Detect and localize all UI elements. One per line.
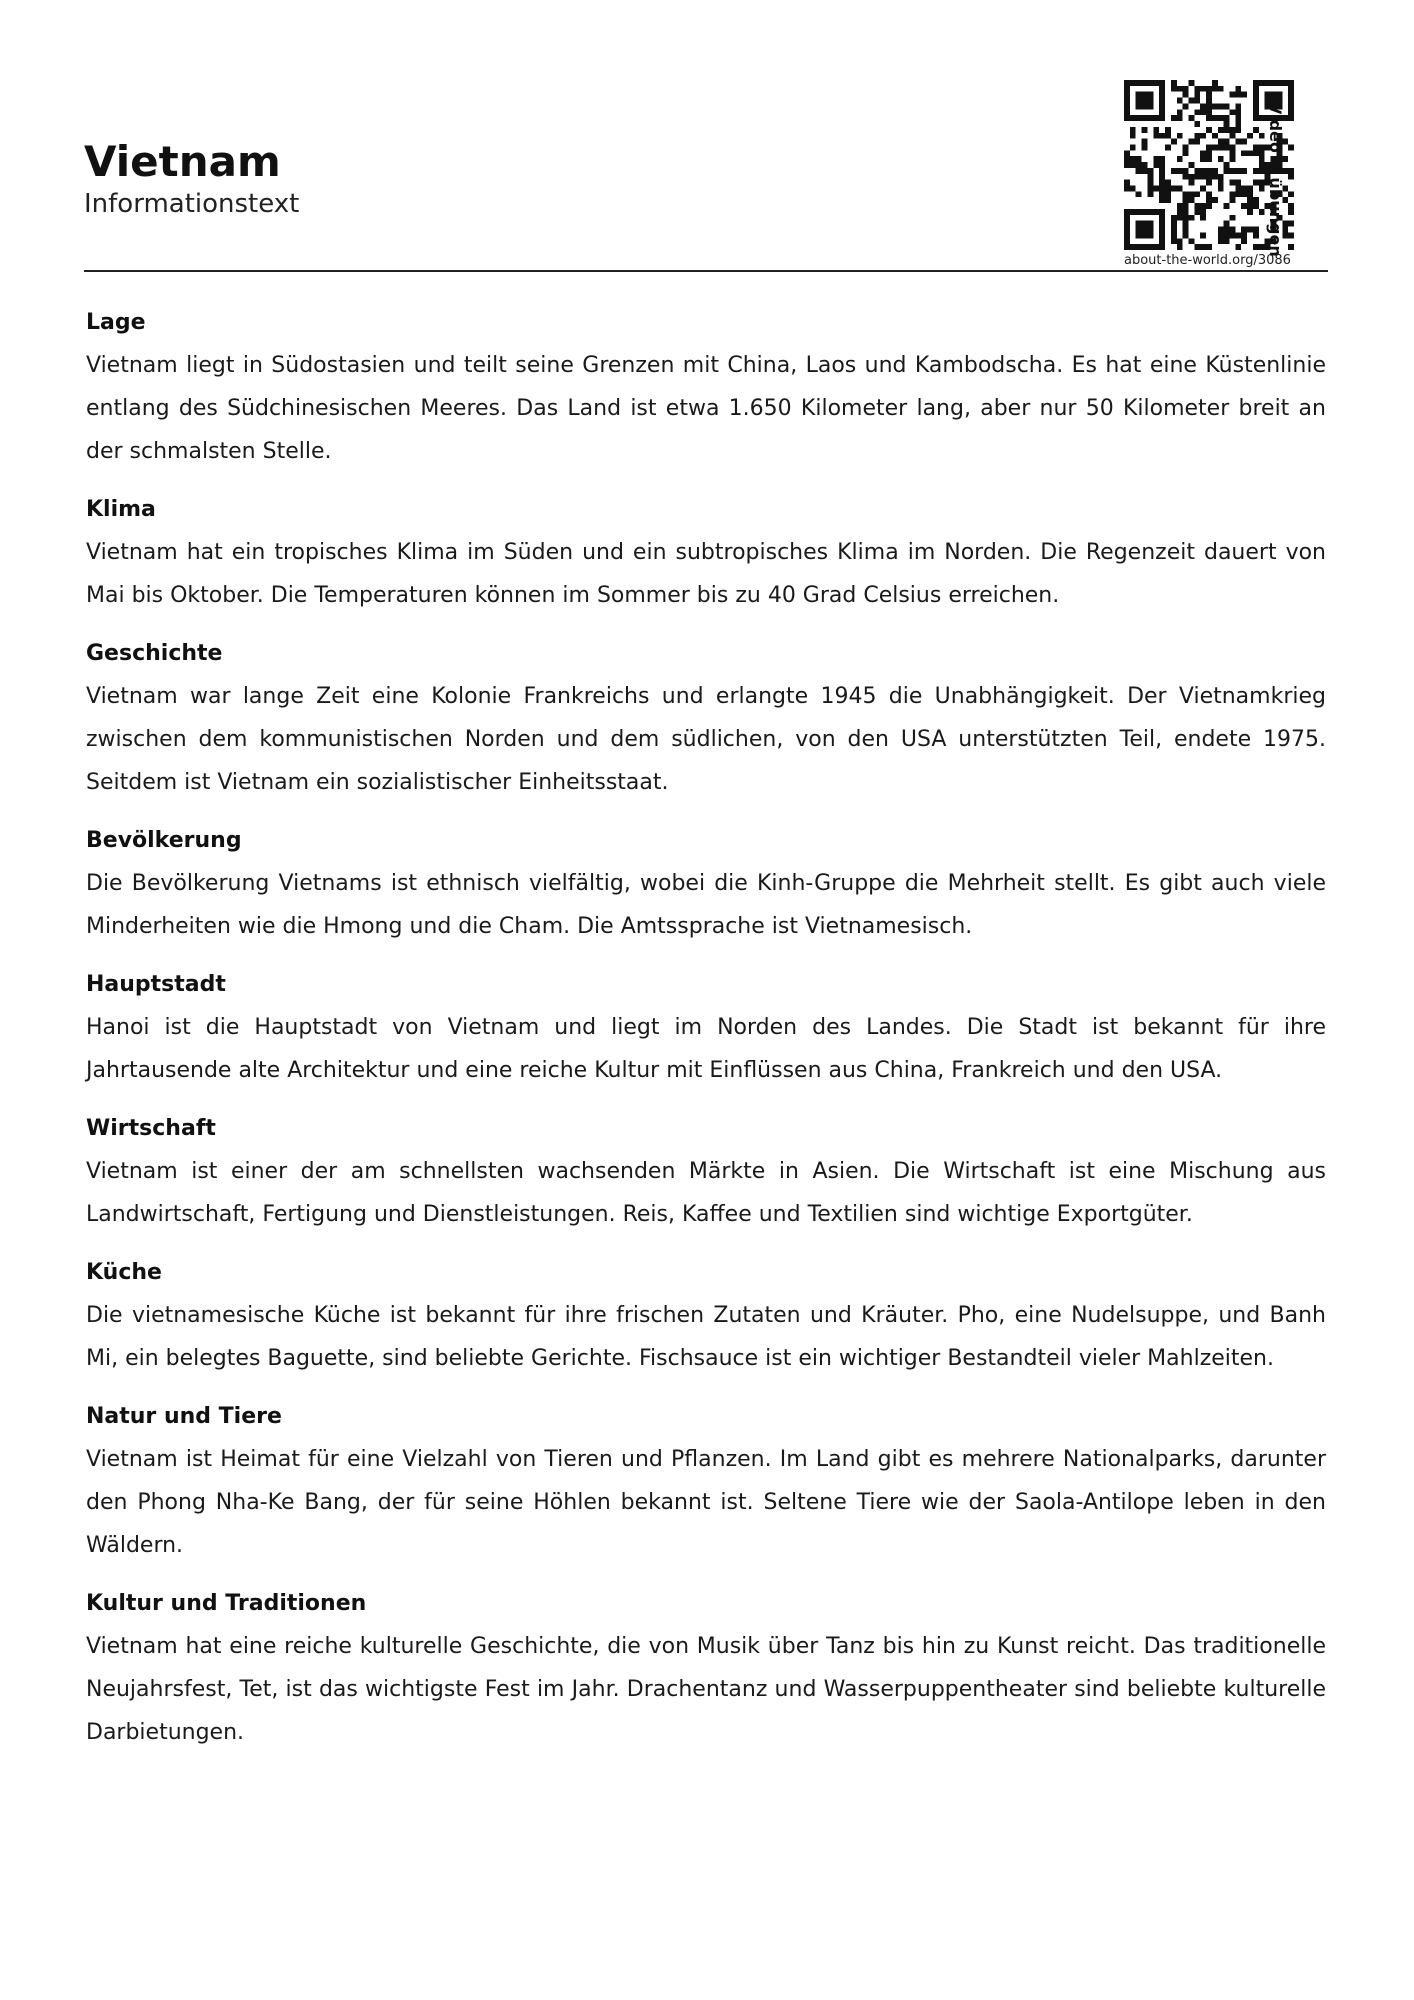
section-text: Die vietnamesische Küche ist bekannt für ihre frischen Zutaten und Kräuter. Pho, eine Nudelsuppe, und Banh Mi, ein belegtes Baguette, sind beliebte Gerichte. Fischsauce ist ein wichtiger Bestandteil vieler Mahlzeiten. [86, 1303, 1326, 1371]
qr-url[interactable]: about-the-world.org/3086 [1124, 253, 1291, 268]
section-heading: Wirtschaft [86, 1116, 216, 1141]
section-heading: Bevölkerung [86, 828, 242, 853]
section-text: Vietnam liegt in Südostasien und teilt seine Grenzen mit China, Laos und Kambodscha. Es hat eine Küstenlinie entlang des Südchinesischen Meeres. Das Land ist etwa 1.650 Kilometer lang, aber nur 50 Kilometer breit an der schmalsten Stelle. [86, 353, 1326, 464]
section-kultur-und-traditionen [86, 1589, 1326, 1754]
page-subtitle: Informationstext [84, 189, 300, 219]
section-heading: Klima [86, 497, 156, 522]
document-header [84, 136, 299, 220]
section-heading: Kultur und Traditionen [86, 1591, 367, 1616]
section-heading: Küche [86, 1260, 162, 1285]
section-kueche [86, 1258, 1326, 1380]
section-lage [86, 308, 1326, 473]
section-klima [86, 495, 1326, 617]
section-hauptstadt [86, 970, 1326, 1092]
section-heading: Natur und Tiere [86, 1404, 282, 1429]
section-text: Die Bevölkerung Vietnams ist ethnisch vielfältig, wobei die Kinh-Gruppe die Mehrheit stellt. Es gibt auch viele Minderheiten wie die Hmong und die Cham. Die Amtssprache ist Vietnamesisch. [86, 871, 1326, 939]
section-text: Vietnam ist einer der am schnellsten wachsenden Märkte in Asien. Die Wirtschaft ist eine Mischung aus Landwirtschaft, Fertigung und Dienstleistungen. Reis, Kaffee und Textilien sind wichtige Exportgüter. [86, 1159, 1326, 1227]
section-text: Vietnam hat ein tropisches Klima im Süden und ein subtropisches Klima im Norden. Die Regenzeit dauert von Mai bis Oktober. Die Temperaturen können im Sommer bis zu 40 Grad Celsius erreichen. [86, 540, 1326, 608]
section-geschichte [86, 639, 1326, 804]
section-text: Vietnam war lange Zeit eine Kolonie Frankreichs und erlangte 1945 die Unabhängigkeit. Der Vietnamkrieg zwischen dem kommunistischen Norden und dem südlichen, von den USA unterstützten Teil, endete 1975. Seitdem ist Vietnam ein sozialistischer Einheitsstaat. [86, 684, 1326, 795]
header-divider [84, 270, 1328, 272]
qr-code-link[interactable] [1124, 80, 1334, 270]
section-text: Vietnam ist Heimat für eine Vielzahl von Tieren und Pflanzen. Im Land gibt es mehrere Nationalparks, darunter den Phong Nha-Ke Bang, der für seine Höhlen bekannt ist. Seltene Tiere wie der Saola-Antilope leben in den Wäldern. [86, 1447, 1326, 1558]
section-heading: Hauptstadt [86, 972, 226, 997]
document-body [86, 308, 1326, 1776]
section-heading: Lage [86, 310, 146, 335]
page-title: Vietnam [84, 137, 281, 186]
section-wirtschaft [86, 1114, 1326, 1236]
section-bevoelkerung [86, 826, 1326, 948]
section-natur-und-tiere [86, 1402, 1326, 1567]
section-text: Hanoi ist die Hauptstadt von Vietnam und liegt im Norden des Landes. Die Stadt ist bekannt für ihre Jahrtausende alte Architektur und eine reiche Kultur mit Einflüssen aus China, Frankreich und den USA. [86, 1015, 1326, 1083]
qr-side-label: Video + übungen [1266, 102, 1285, 257]
section-heading: Geschichte [86, 641, 223, 666]
section-text: Vietnam hat eine reiche kulturelle Geschichte, die von Musik über Tanz bis hin zu Kunst reicht. Das traditionelle Neujahrsfest, Tet, ist das wichtigste Fest im Jahr. Drachentanz und Wasserpuppentheater sind beliebte kulturelle Darbietungen. [86, 1634, 1326, 1745]
